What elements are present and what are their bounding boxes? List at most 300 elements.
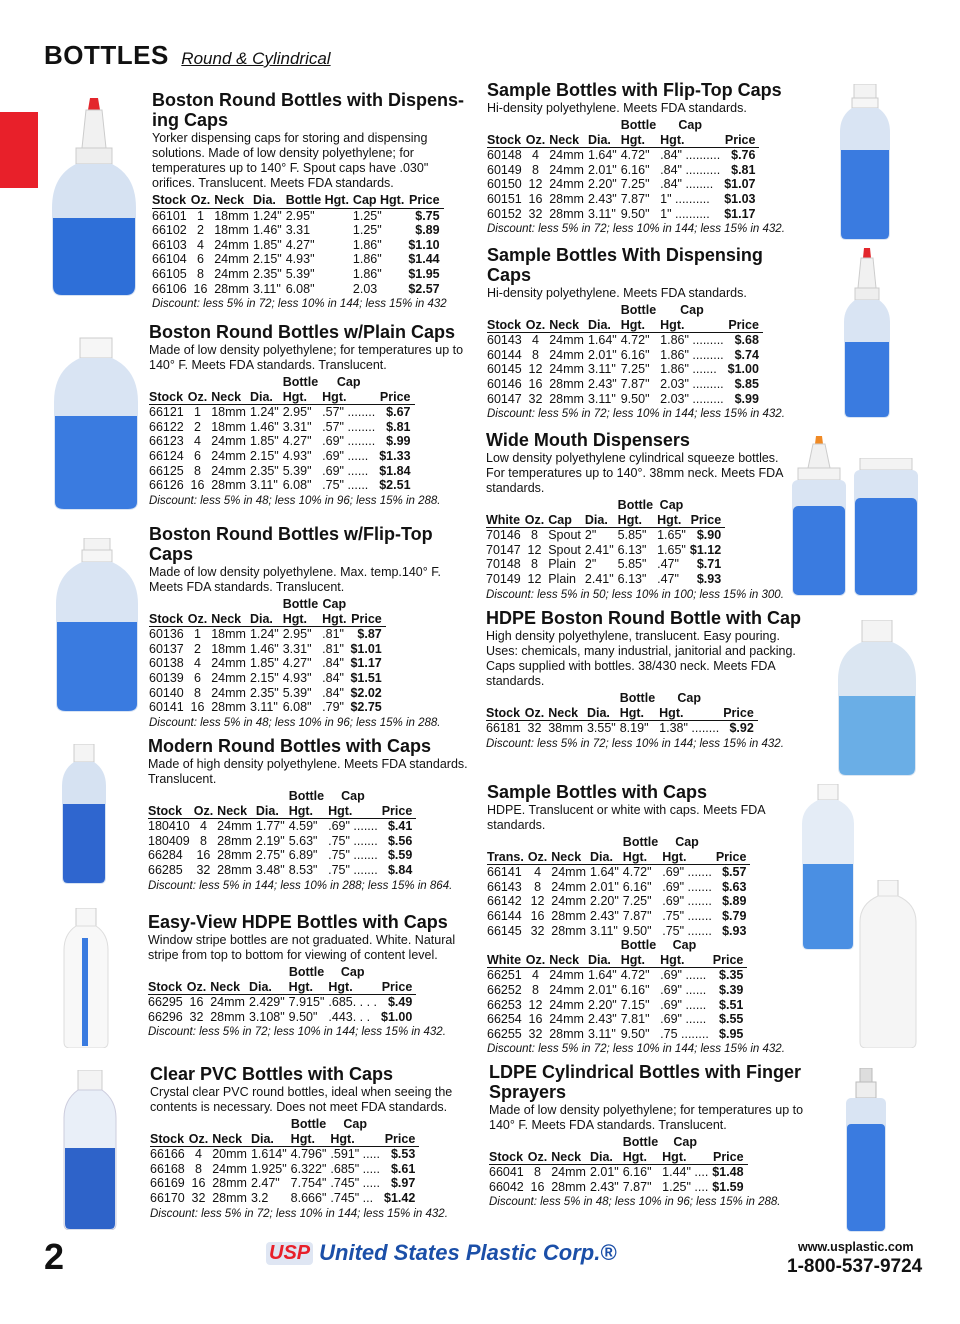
table-cell: .57" ........ [322,419,376,434]
table-cell: 4.72" [620,148,650,163]
table-group-header [724,118,759,133]
table-cell: .69" ...... [660,1012,707,1027]
table-group-header [250,597,283,612]
column-header: Hgt. [289,804,328,819]
spec-table [487,118,759,221]
table-cell: 28mm [211,700,246,715]
column-header: Dia. [250,390,283,405]
product-section [152,90,474,311]
table-cell: 24mm [549,968,584,983]
table-cell: 1.44" .... [662,1165,709,1180]
column-header: Neck [549,953,588,968]
table-cell: 4 [197,237,204,252]
column-header: Stock [148,804,194,819]
table-cell: 9.50" [620,391,650,406]
table-cell: 1.925" [250,1161,287,1176]
table-cell: 24mm [549,997,584,1012]
spec-table [149,375,415,493]
page-title: BOTTLES [44,40,169,70]
table-row [149,464,415,479]
spec-table [150,1117,419,1206]
table-row [487,377,763,392]
table-group-header: Cap [680,303,704,317]
price-cell: $.49 [387,995,413,1010]
table-cell: 5.85" [617,557,647,572]
table-row [487,362,763,377]
stock-number: 60138 [149,656,184,671]
finger-sprayer-bottle-image [842,1068,890,1234]
column-header: Oz. [526,953,549,968]
spec-table [489,1135,748,1194]
price-cell: $1.01 [350,641,382,656]
table-row [149,627,386,642]
table-row [152,238,444,253]
table-cell: 24mm [549,347,584,362]
table-cell: 12 [530,894,545,909]
price-cell: $1.00 [381,1009,413,1024]
price-cell: $.55 [719,1012,744,1027]
table-group-header: Bottle [622,835,659,849]
column-header: Dia. [253,193,286,208]
column-header: Oz. [188,390,211,405]
table-cell: .69" ........ [322,434,376,449]
table-cell: 24mm [211,448,246,463]
table-cell: 24mm [214,266,249,281]
table-cell: 18mm [214,223,249,238]
column-header: Neck [211,612,250,627]
table-cell: .75" ....... [328,833,378,848]
table-cell: .69" ...... [322,448,369,463]
table-group-header [728,303,763,318]
table-row [149,686,386,701]
table-cell: 2.43" [587,376,617,391]
table-cell: .84" ........ [660,177,714,192]
table-cell: Plain [548,571,577,586]
discount-note: Discount: less 5% in 48; less 10% in 96; less 15% in 288. [489,1196,781,1209]
table-cell: 4 [532,148,539,163]
table-cell: 1.86" ......... [660,347,724,362]
table-group-header: Cap [672,938,697,953]
price-cell: $.89 [722,894,747,909]
column-header: Cap [548,513,585,528]
price-cell: $.76 [731,148,756,163]
column-header: Price [690,513,725,528]
table-cell: 4.93" [282,448,312,463]
table-cell: 16 [193,281,208,296]
discount-note: Discount: less 5% in 72; less 10% in 144; less 15% in 432. [148,1026,446,1039]
table-cell: .69" ....... [662,894,712,909]
column-header: Neck [217,804,256,819]
table-group-header: Bottle [619,691,656,705]
section-description: Hi-density polyethylene. Meets FDA standards. [487,101,747,115]
table-group-header [250,375,283,390]
table-cell: 12 [528,362,543,377]
section-title: HDPE Boston Round Bottle with Cap [486,608,801,628]
stock-number: 66181 [486,721,521,736]
table-cell: 4 [534,865,542,880]
stock-number: 66126 [149,478,184,493]
table-row [149,700,386,715]
table-cell: .81" [322,641,344,656]
table-cell: .745" ... [330,1190,374,1205]
stock-number: 60143 [487,333,522,348]
table-cell: 24mm [549,982,584,997]
table-row [152,208,444,223]
table-cell: 7.81" [620,1012,650,1027]
section-description: High density polyethylene, translucent. Easy pouring. Uses: chemicals, many industrial, janitorial and packing. Caps supplied with bottles. 38/430 neck. Meets FDA standards. [486,629,796,688]
table-cell: 6.16" [620,982,650,997]
stock-number: 60140 [149,685,184,700]
table-cell: 8 [195,1161,202,1176]
price-cell: $1.12 [689,542,722,557]
price-cell: $.41 [387,819,413,834]
table-cell: 7.25" [622,894,652,909]
table-cell: 2 [194,419,201,434]
stock-number: 66102 [152,223,187,238]
stock-number: 60146 [487,376,522,391]
column-header: Dia. [587,706,620,721]
price-cell: $.93 [722,923,747,938]
table-cell: 4.72" [622,865,652,880]
column-header: Hgt. [657,513,690,528]
price-cell: $1.03 [724,191,756,206]
column-header: Hgt. [621,133,660,148]
price-cell: $1.84 [379,463,411,478]
table-cell: 18mm [211,419,246,434]
table-cell: 1.25" .... [662,1179,709,1194]
section-description: Made of low density polyethylene; for temperatures up to 140° F. Meets FDA standards. Translucent. [149,343,464,372]
table-group-header [549,303,588,318]
table-cell: 8.53" [288,862,318,877]
column-header: Hgt. [660,133,724,148]
table-group-header [210,965,249,980]
stock-number: 66042 [489,1179,524,1194]
column-header: White [487,953,526,968]
table-cell: .443. . . [328,1009,371,1024]
table-cell: .69" ....... [662,865,712,880]
column-header: Neck [210,980,249,995]
stock-number: 70146 [486,528,521,543]
stock-number: 66284 [148,848,183,863]
section-title: Clear PVC Bottles with Caps [150,1064,394,1084]
table-row [150,1191,419,1206]
column-header: Oz. [526,133,549,148]
product-section [487,782,795,1056]
hdpe-boston-round-bottle-image [834,620,920,776]
price-cell: $.81 [386,419,411,434]
column-header: Dia. [585,513,618,528]
table-cell: 24mm [211,685,246,700]
table-group-header: Bottle [288,789,325,803]
table-cell: 2.15" [249,448,279,463]
table-group-header [487,303,526,318]
table-group-header: Bottle [620,938,657,953]
table-cell: 8 [199,833,207,848]
stock-number: 66101 [152,208,187,223]
table-cell: 3.11" [587,1026,616,1041]
price-cell: $.95 [719,1026,744,1041]
table-cell: .745" ..... [330,1176,380,1191]
table-cell: 2.20" [587,997,617,1012]
column-header: Trans. [487,850,528,865]
table-cell: .69" ...... [322,463,369,478]
price-cell: $1.33 [379,448,411,463]
price-cell: $.71 [696,557,722,572]
table-group-header [716,835,751,850]
stock-number: 66168 [150,1161,185,1176]
table-cell: Spout [548,542,581,557]
table-group-header [587,691,620,706]
table-cell: 28mm [214,281,249,296]
table-group-header [585,498,618,513]
translucent-sample-bottle-image [800,784,856,950]
table-cell: 3.11" [249,478,278,493]
table-cell: 9.50" [288,1009,318,1024]
column-header: Price [712,1150,747,1165]
table-group-header: Bottle [620,118,657,132]
table-group-header [526,938,549,953]
table-cell: 2.95" [285,208,315,223]
column-header: Stock [150,1132,189,1147]
table-cell: 2.20" [590,894,619,909]
price-cell: $.75 [415,208,440,223]
table-cell: 2.75" [255,848,285,863]
table-cell: 28mm [549,191,584,206]
table-row [487,924,750,939]
stock-number: 66285 [148,862,183,877]
column-header: Stock [149,390,188,405]
easy-view-bottle-image [62,908,110,1048]
product-section [150,1064,474,1221]
table-cell: 6.16" [622,1165,652,1180]
table-row [487,1027,747,1042]
table-cell: 6.08" [285,281,315,296]
discount-note: Discount: less 5% in 72; less 10% in 144; less 15% in 432. [486,737,784,750]
section-title: Boston Round Bottles w/Flip-Top Caps [149,524,433,564]
table-cell: 8 [534,879,542,894]
table-group-header [350,597,385,612]
discount-note: Discount: less 5% in 50; less 10% in 100; less 15% in 300. [486,588,784,601]
stock-number: 66125 [149,463,184,478]
price-cell: $.81 [731,162,756,177]
column-header: Oz. [528,850,551,865]
table-group-header: Cap [340,965,365,979]
section-title: Boston Round Bottles with Dispens-ing Caps [152,90,464,130]
column-header: Price [381,980,416,995]
table-cell: 4.27" [285,237,315,252]
table-cell: 12 [528,997,543,1012]
table-cell: 2.35" [252,266,282,281]
price-cell: $1.59 [712,1179,744,1194]
price-cell: $.99 [386,434,411,449]
price-cell: $.99 [734,391,759,406]
table-cell: 32 [191,1190,206,1205]
column-header: Oz. [187,980,210,995]
table-row [487,392,763,407]
table-cell: 4.72" [620,968,650,983]
table-group-header [690,498,725,513]
table-group-header [379,375,414,390]
table-cell: 20mm [212,1147,247,1162]
table-cell: 16 [528,1012,543,1027]
price-cell: $2.51 [379,478,411,493]
table-cell: 7.87" [620,191,650,206]
table-cell: 1.24" [249,405,279,420]
table-group-header [211,597,250,612]
column-header: Price [382,804,417,819]
table-group-header [549,118,588,133]
stock-number: 66254 [487,1012,522,1027]
table-cell: .79" [322,700,344,715]
table-row [489,1180,748,1195]
table-group-header [723,691,758,706]
table-cell: 1.86" [352,237,382,252]
table-group-header: Bottle [288,965,325,979]
column-header: Dia. [588,953,621,968]
table-row [487,983,747,998]
table-cell: 8.19" [619,721,649,736]
column-header: Hgt. [621,318,660,333]
table-cell: 16 [190,478,205,493]
table-cell: 4.72" [620,333,650,348]
stock-number: 66104 [152,252,187,267]
discount-note: Discount: less 5% in 48; less 10% in 96; less 15% in 288. [149,716,441,729]
table-cell: 6.89" [288,848,318,863]
column-header: Price [379,390,414,405]
table-cell: 1.614" [250,1147,287,1162]
table-row [152,282,444,297]
table-cell: 6.08" [282,700,312,715]
table-group-header [549,938,588,953]
table-cell: 3.108" [248,1009,285,1024]
section-title: Easy-View HDPE Bottles with Caps [148,912,448,932]
table-cell: 1 [197,208,204,223]
product-section [148,912,474,1039]
flip-top-bottle-image [52,538,142,714]
column-header: Dia. [590,850,623,865]
table-row [148,819,416,834]
column-header: Price [350,612,385,627]
table-cell: .685" ..... [330,1161,380,1176]
table-row [152,223,444,238]
table-cell: 1.86" [352,252,382,267]
section-title: Sample Bottles with Flip-Top Caps [487,80,782,100]
table-cell: .75" ....... [328,862,378,877]
table-group-header [150,1117,189,1132]
discount-note: Discount: less 5% in 48; less 10% in 96; less 15% in 288. [149,494,441,507]
table-cell: .47" [657,571,679,586]
discount-note: Discount: less 5% in 72; less 10% in 144; less 15% in 432. [487,223,785,236]
table-group-header [525,498,548,513]
table-row [148,995,416,1010]
table-cell: 2.95" [282,405,312,420]
product-section [487,245,789,421]
sample-flip-top-bottle-image [838,84,892,240]
column-header: Cap Hgt. [353,193,408,208]
table-cell: Spout [548,528,581,543]
price-cell: $.67 [386,405,411,420]
stock-number: 66143 [487,879,522,894]
table-cell: 24mm [211,656,246,671]
column-header: Price [384,1132,419,1147]
table-cell: 1 [194,627,201,642]
stock-number: 60137 [149,641,184,656]
table-cell: 4 [532,333,539,348]
stock-number: 60139 [149,670,184,685]
table-group-header [149,375,188,390]
table-cell: 24mm [217,819,252,834]
table-group-header: Cap [341,789,365,803]
table-cell: 1.46" [249,419,279,434]
table-cell: 4.93" [285,252,315,267]
table-group-header: Bottle [617,498,654,512]
table-group-header: Cap [677,691,701,705]
column-header: Hgt. [291,1132,331,1147]
table-cell: 2.03 [352,281,378,296]
stock-number: 66145 [487,923,522,938]
price-cell: $.74 [734,347,759,362]
stock-number: 60145 [487,362,522,377]
stock-number: 66041 [489,1165,524,1180]
table-cell: 12 [528,177,543,192]
spec-table [486,498,725,587]
price-cell: $.87 [357,627,382,642]
table-group-header [526,118,549,133]
table-cell: 1.64" [587,333,617,348]
table-row [487,163,759,178]
table-group-header: Cap [673,1135,698,1149]
table-group-header [212,1117,251,1132]
table-cell: 3.11" [587,206,616,221]
table-group-header: Bottle [282,597,319,611]
table-group-header [188,597,211,612]
table-cell: 1.64" [587,968,617,983]
column-header: White [486,513,525,528]
column-header: Price [724,133,759,148]
table-cell: 2.43" [589,1179,619,1194]
website-link[interactable]: www.usplastic.com [798,1240,914,1254]
price-cell: $1.17 [724,206,756,221]
table-cell: 1.65" [657,528,686,543]
table-cell: .69" ...... [660,997,707,1012]
column-header: Neck [214,193,253,208]
table-cell: 18mm [211,627,246,642]
table-cell: 3.31" [282,419,312,434]
price-cell: $.51 [719,997,744,1012]
table-cell: 1.65" [657,542,686,557]
usp-logo-mark: USP [266,1242,313,1265]
column-header: Hgt. [662,850,716,865]
column-header: Hgt. [330,1132,384,1147]
column-header: Dia. [590,1150,623,1165]
table-cell: 28mm [551,923,587,938]
table-row [487,207,759,222]
price-cell: $1.95 [408,266,440,281]
table-cell: 5.85" [617,528,647,543]
table-group-header [189,1117,212,1132]
column-header: Price [728,318,763,333]
table-cell: 1.86" ......... [660,333,724,348]
stock-number: 66296 [148,1009,183,1024]
table-group-header: Bottle [290,1117,327,1131]
table-cell: 2.95" [282,627,312,642]
price-cell: $.93 [696,571,722,586]
table-group-header [381,965,416,980]
stock-number: 66141 [487,865,522,880]
table-cell: 5.39" [282,463,312,478]
table-cell: 7.915" [288,995,325,1010]
column-header: Neck [211,390,250,405]
